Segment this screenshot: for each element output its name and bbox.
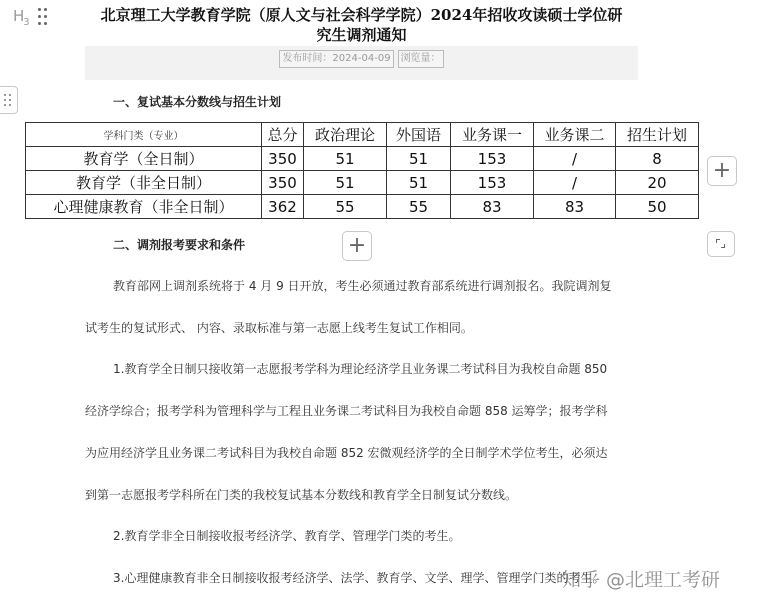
plus-icon: + [712,158,732,183]
table-row [26,171,699,195]
table-cell: 153 [451,147,534,171]
table-cell: 教育学（全日制） [26,147,262,171]
table-cell: 83 [451,195,534,219]
table-cell: 8 [616,147,699,171]
section-heading-1: 一、复试基本分数线与招生计划 [113,95,282,109]
watermark: 知乎 @北理工考研 [562,569,721,591]
table-cell: 153 [451,171,534,195]
title-line-2: 究生调剂通知 [316,26,407,44]
header-cell: 业务课一 [451,123,534,147]
paragraph-line: 试考生的复试形式、 内容、录取标准与第一志愿上线考生复试工作相同。 [85,321,473,335]
section-heading-2: 二、调剂报考要求和条件 [113,238,246,252]
table-cell: 51 [387,147,451,171]
paragraph-line: 2.教育学非全日制接收报考经济学、教育学、管理学门类的考生。 [113,529,461,543]
header-cell: 政治理论 [304,123,387,147]
table-cell: 心理健康教育（非全日制） [26,195,262,219]
table-cell: 51 [304,171,387,195]
header-cell: 学科门类（专业） [26,123,262,147]
title-line-1: 北京理工大学教育学院（原人文与社会科学学院）2024年招收攻读硕士学位研 [100,6,623,24]
table-row [26,195,699,219]
score-table [25,122,699,219]
paragraph-line: 到第一志愿报考学科所在门类的我校复试基本分数线和教育学全日制复试分数线。 [85,488,518,502]
table-cell: / [534,147,616,171]
table-header-row [26,123,699,147]
table-cell: 350 [262,171,304,195]
table-cell: 362 [262,195,304,219]
header-cell: 业务课二 [534,123,616,147]
header-cell: 招生计划 [616,123,699,147]
header-cell: 外国语 [387,123,451,147]
publish-meta [85,50,638,68]
heading-3-icon[interactable]: $H_3$ [13,7,29,28]
table-cell: 350 [262,147,304,171]
resize-table-button[interactable] [707,231,735,257]
table-cell: / [534,171,616,195]
table-cell: 51 [304,147,387,171]
add-row-button[interactable] [342,231,372,261]
table-cell: 50 [616,195,699,219]
page-title [85,5,638,45]
table-cell: 教育学（非全日制） [26,171,262,195]
publish-time: 发布时间：2024-04-09 [279,50,393,68]
paragraph-line: 为应用经济学且业务课二考试科目为我校自命题 852 宏微观经济学的全日制学术学位考生，必须达 [85,446,608,460]
header-cell: 总分 [262,123,304,147]
paragraph-line: 教育部网上调剂系统将于 4 月 9 日开放，考生必须通过教育部系统进行调剂报名。我院调剂复 [113,279,612,293]
add-column-button[interactable] [707,156,737,186]
paragraph-line: 3.心理健康教育非全日制接收报考经济学、法学、教育学、文学、理学、管理学门类的考生。 [113,571,605,585]
table-cell: 55 [387,195,451,219]
resize-icon [716,239,725,248]
table-cell: 55 [304,195,387,219]
paragraph-line: 1.教育学全日制只接收第一志愿报考学科为理论经济学且业务课二考试科目为我校自命题 850 [113,362,608,376]
block-drag-handle[interactable] [0,86,18,114]
table-row [26,147,699,171]
table-cell: 83 [534,195,616,219]
table-cell: 51 [387,171,451,195]
paragraph-line: 经济学综合；报考学科为管理科学与工程且业务课二考试科目为我校自命题 858 运筹学；报考学科 [85,404,608,418]
plus-icon: + [347,233,367,258]
drag-handle-icon[interactable] [38,8,50,26]
table-cell: 20 [616,171,699,195]
views-count: 浏览量： [398,50,444,68]
